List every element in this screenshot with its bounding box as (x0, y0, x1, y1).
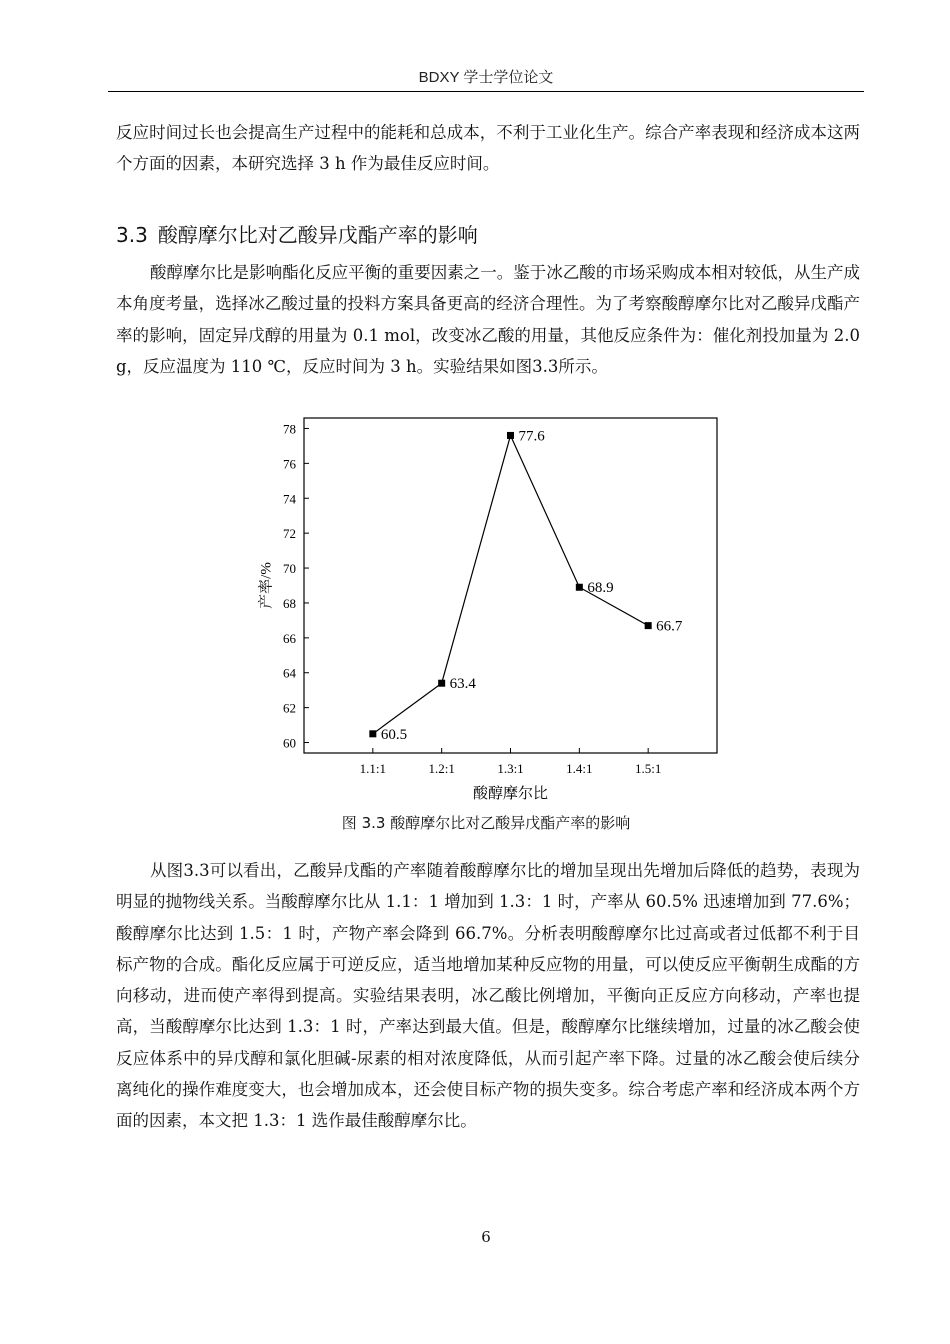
section-title: 酸醇摩尔比对乙酸异戊酯产率的影响 (157, 223, 478, 247)
data-label: 60.5 (380, 726, 408, 743)
y-tick-label: 62 (283, 700, 296, 716)
y-tick-label: 78 (283, 421, 296, 437)
section-number: 3.3 (116, 223, 148, 247)
y-tick-label: 64 (283, 665, 296, 681)
y-tick-label: 74 (283, 491, 296, 507)
x-axis-ticks (360, 748, 662, 776)
x-tick-label: 1.3:1 (497, 761, 524, 776)
y-tick-label: 70 (283, 561, 296, 577)
paragraph-2: 酸醇摩尔比是影响酯化反应平衡的重要因素之一。鉴于冰乙酸的市场采购成本相对较低，从生产成本角度考量，选择冰乙酸过量的投料方案具备更高的经济合理性。为了考察酸醇摩尔比对乙酸异戊酯产率的影响，固定异戊醇的用量为 0.1 mol，改变冰乙酸的用量，其他反应条件为：催化剂投加量为 2.0 g，反应温度为 110 ℃，反应时间为 3 h。实验结果如图3.3所示。 (116, 263, 860, 376)
data-label: 63.4 (449, 676, 476, 693)
data-point (507, 432, 514, 439)
y-axis-label: 产率/% (258, 562, 275, 609)
x-tick-label: 1.5:1 (634, 761, 662, 776)
data-labels (381, 428, 683, 742)
y-tick-label: 76 (283, 456, 296, 472)
figure-caption: 图 3.3 酸醇摩尔比对乙酸异戊酯产率的影响 (341, 814, 631, 832)
y-axis-ticks (283, 421, 309, 750)
page-number: 6 (481, 1228, 491, 1246)
section-heading (116, 219, 478, 248)
header-rule (108, 91, 864, 92)
running-header: BDXY 学士学位论文 (418, 69, 554, 86)
plot-frame (304, 418, 717, 753)
figure-3-3 (255, 415, 725, 805)
x-tick-label: 1.4:1 (566, 761, 593, 776)
y-tick-label: 68 (283, 595, 296, 611)
yield-line-chart (255, 415, 725, 805)
paragraph-3: 从图3.3可以看出，乙酸异戊酯的产率随着酸醇摩尔比的增加呈现出先增加后降低的趋势，表现为明显的抛物线关系。当酸醇摩尔比从 1.1：1 增加到 1.3：1 时，产率从 60.5% 迅速增加到 77.6%；酸醇摩尔比达到 1.5：1 时，产物产率会降到 66.7%。分析表明酸醇摩尔比过高或者过低都不利于目标产物的合成。酯化反应属于可逆反应，适当地增加某种反应物的用量，可以使反应平衡朝生成酯的方向移动，进而使产率得到提高。实验结果表明，冰乙酸比例增加，平衡向正反应方向移动，产率也提高，当酸醇摩尔比达到 1.3：1 时，产率达到最大值。但是，酸醇摩尔比继续增加，过量的冰乙酸会使反应体系中的异戊醇和氯化胆碱-尿素的相对浓度降低，从而引起产率下降。过量的冰乙酸会使后续分离纯化的操作难度变大，也会增加成本，还会使目标产物的损失变多。综合考虑产率和经济成本两个方面的因素，本文把 1.3：1 选作最佳酸醇摩尔比。 (116, 861, 860, 1131)
data-label: 66.7 (656, 618, 683, 635)
data-label: 68.9 (587, 580, 614, 597)
data-point (369, 730, 376, 737)
data-point (576, 584, 583, 591)
x-tick-label: 1.2:1 (428, 761, 455, 776)
paragraph-1: 反应时间过长也会提高生产过程中的能耗和总成本，不利于工业化生产。综合产率表现和经济成本这两个方面的因素，本研究选择 3 h 作为最佳反应时间。 (116, 123, 860, 174)
data-point (438, 680, 445, 687)
y-tick-label: 72 (283, 526, 296, 542)
x-tick-label: 1.1:1 (359, 761, 387, 776)
x-axis-label: 酸醇摩尔比 (472, 784, 549, 802)
y-tick-label: 60 (283, 735, 296, 751)
data-point (645, 622, 652, 629)
data-label: 77.6 (518, 428, 545, 445)
y-tick-label: 66 (283, 630, 296, 646)
